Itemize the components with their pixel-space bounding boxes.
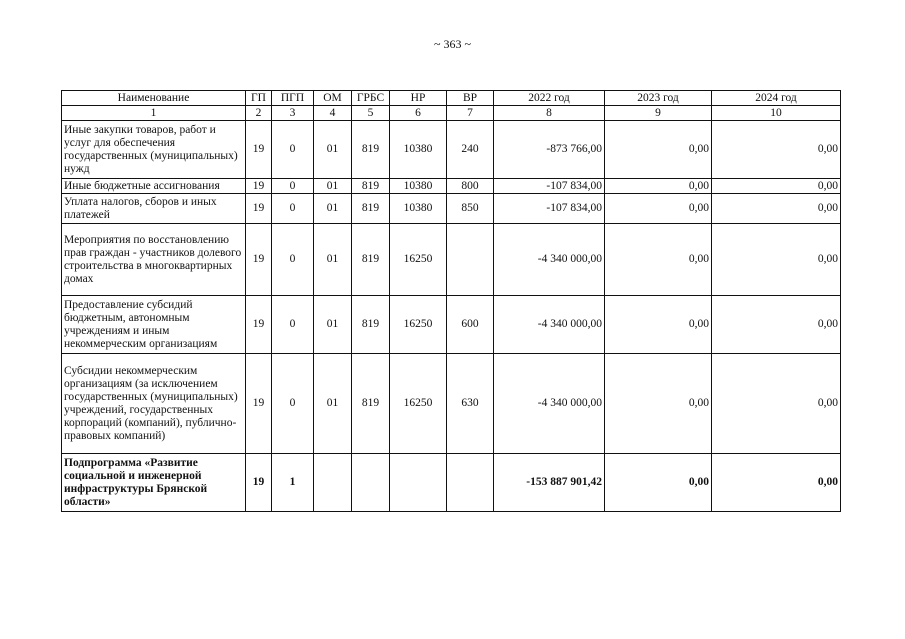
row-vr: 600 — [447, 296, 494, 354]
header-name: Наименование — [62, 91, 246, 106]
column-number: 2 — [246, 106, 272, 121]
table-row — [62, 179, 841, 194]
row-nr — [390, 454, 447, 512]
column-number: 5 — [352, 106, 390, 121]
row-grbs: 819 — [352, 194, 390, 224]
header-pgp: ПГП — [272, 91, 314, 106]
row-pgp: 0 — [272, 194, 314, 224]
header-vr: ВР — [447, 91, 494, 106]
row-om: 01 — [314, 194, 352, 224]
row-grbs: 819 — [352, 296, 390, 354]
row-2024: 0,00 — [712, 296, 841, 354]
row-name: Иные бюджетные ассигнования — [62, 179, 246, 194]
row-om: 01 — [314, 354, 352, 454]
row-2022: -4 340 000,00 — [494, 296, 605, 354]
row-grbs: 819 — [352, 354, 390, 454]
row-2022: -4 340 000,00 — [494, 354, 605, 454]
row-2023: 0,00 — [605, 354, 712, 454]
table-row — [62, 296, 841, 354]
row-vr: 630 — [447, 354, 494, 454]
row-pgp: 0 — [272, 354, 314, 454]
row-2022: -107 834,00 — [494, 179, 605, 194]
row-pgp: 1 — [272, 454, 314, 512]
row-name: Предоставление субсидий бюджетным, автономным учреждениям и иным некоммерческим организациям — [62, 296, 246, 354]
row-2024: 0,00 — [712, 194, 841, 224]
row-2024: 0,00 — [712, 224, 841, 296]
row-2022: -4 340 000,00 — [494, 224, 605, 296]
row-2023: 0,00 — [605, 454, 712, 512]
row-vr: 240 — [447, 121, 494, 179]
row-gp: 19 — [246, 194, 272, 224]
table-row — [62, 121, 841, 179]
row-2023: 0,00 — [605, 179, 712, 194]
row-2024: 0,00 — [712, 179, 841, 194]
row-2023: 0,00 — [605, 121, 712, 179]
row-gp: 19 — [246, 121, 272, 179]
header-2023: 2023 год — [605, 91, 712, 106]
row-gp: 19 — [246, 354, 272, 454]
header-2022: 2022 год — [494, 91, 605, 106]
row-2023: 0,00 — [605, 224, 712, 296]
table-row — [62, 194, 841, 224]
column-number: 6 — [390, 106, 447, 121]
column-number: 7 — [447, 106, 494, 121]
header-2024: 2024 год — [712, 91, 841, 106]
row-om: 01 — [314, 121, 352, 179]
row-pgp: 0 — [272, 224, 314, 296]
row-vr: 800 — [447, 179, 494, 194]
row-grbs: 819 — [352, 179, 390, 194]
header-nr: НР — [390, 91, 447, 106]
row-2023: 0,00 — [605, 194, 712, 224]
row-nr: 10380 — [390, 194, 447, 224]
row-pgp: 0 — [272, 121, 314, 179]
row-2024: 0,00 — [712, 454, 841, 512]
row-vr: 850 — [447, 194, 494, 224]
header-row — [62, 91, 841, 106]
row-nr: 10380 — [390, 179, 447, 194]
row-om: 01 — [314, 224, 352, 296]
row-om: 01 — [314, 296, 352, 354]
column-number: 10 — [712, 106, 841, 121]
column-number: 8 — [494, 106, 605, 121]
row-2022: -107 834,00 — [494, 194, 605, 224]
budget-table — [61, 90, 841, 512]
table-row — [62, 454, 841, 512]
row-nr: 16250 — [390, 224, 447, 296]
row-om — [314, 454, 352, 512]
row-gp: 19 — [246, 454, 272, 512]
row-2023: 0,00 — [605, 296, 712, 354]
row-2024: 0,00 — [712, 121, 841, 179]
column-number: 9 — [605, 106, 712, 121]
header-om: ОМ — [314, 91, 352, 106]
row-grbs: 819 — [352, 121, 390, 179]
row-name: Уплата налогов, сборов и иных платежей — [62, 194, 246, 224]
row-2022: -873 766,00 — [494, 121, 605, 179]
row-nr: 10380 — [390, 121, 447, 179]
row-grbs — [352, 454, 390, 512]
column-number: 4 — [314, 106, 352, 121]
table-row — [62, 224, 841, 296]
row-nr: 16250 — [390, 296, 447, 354]
row-gp: 19 — [246, 224, 272, 296]
header-gp: ГП — [246, 91, 272, 106]
column-number: 1 — [62, 106, 246, 121]
row-gp: 19 — [246, 296, 272, 354]
row-2024: 0,00 — [712, 354, 841, 454]
row-name: Мероприятия по восстановлению прав граждан - участников долевого строительства в многоквартирных домах — [62, 224, 246, 296]
row-pgp: 0 — [272, 179, 314, 194]
row-grbs: 819 — [352, 224, 390, 296]
row-2022: -153 887 901,42 — [494, 454, 605, 512]
row-vr — [447, 454, 494, 512]
row-name: Иные закупки товаров, работ и услуг для обеспечения государственных (муниципальных) нужд — [62, 121, 246, 179]
row-name: Подпрограмма «Развитие социальной и инженерной инфраструктуры Брянской области» — [62, 454, 246, 512]
row-om: 01 — [314, 179, 352, 194]
row-vr — [447, 224, 494, 296]
column-number-row — [62, 106, 841, 121]
column-number: 3 — [272, 106, 314, 121]
row-name: Субсидии некоммерческим организациям (за исключением государственных (муниципальных) учреждений, государственных корпораций (компаний), публично-правовых компаний) — [62, 354, 246, 454]
header-grbs: ГРБС — [352, 91, 390, 106]
row-gp: 19 — [246, 179, 272, 194]
page-number: ~ 363 ~ — [434, 37, 471, 51]
row-pgp: 0 — [272, 296, 314, 354]
table-row — [62, 354, 841, 454]
row-nr: 16250 — [390, 354, 447, 454]
